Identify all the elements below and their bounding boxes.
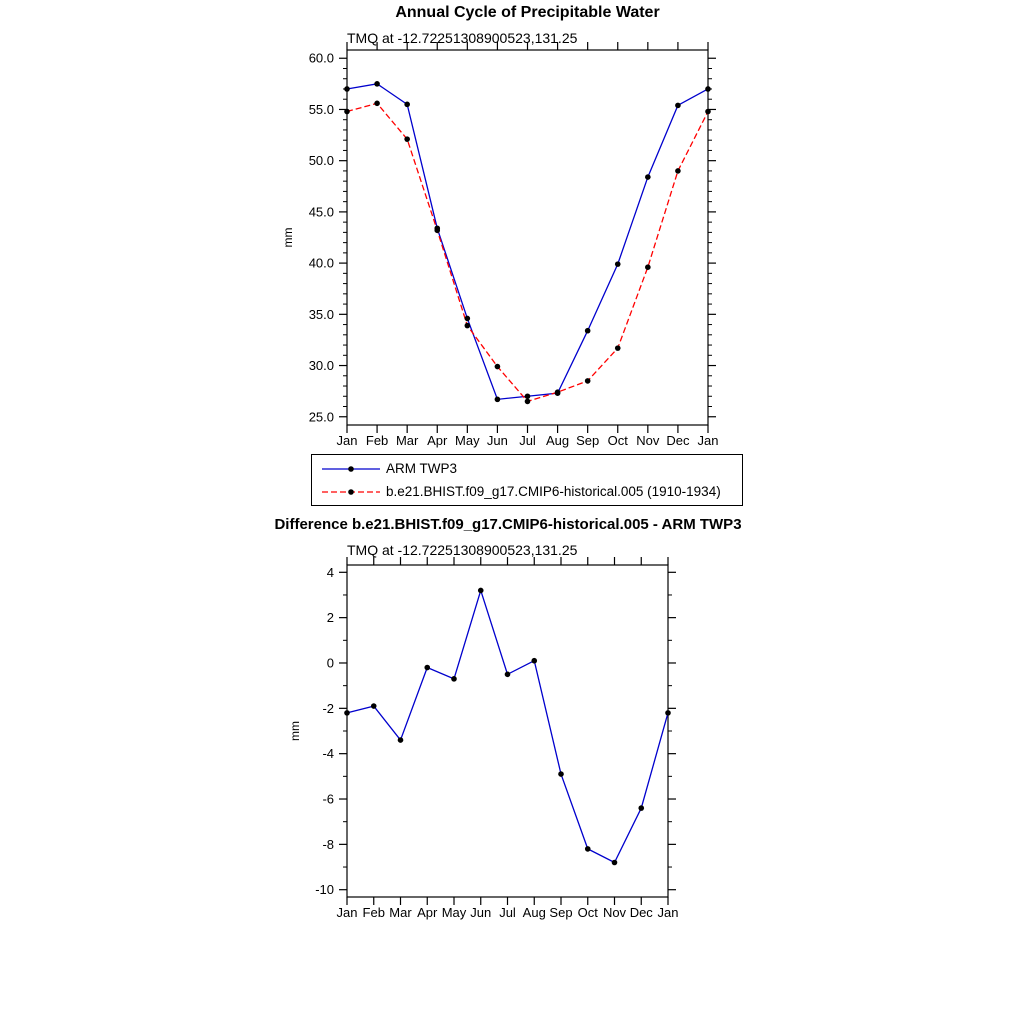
data-point-marker: [465, 323, 471, 329]
x-tick-label: Nov: [602, 905, 627, 920]
plot-frame: [347, 50, 708, 425]
legend-sample-marker: [348, 489, 354, 495]
x-tick-label: Oct: [577, 905, 598, 920]
y-tick-label: 25.0: [308, 409, 334, 425]
annual-cycle-subtitle: TMQ at -12.72251308900523,131.25: [347, 30, 578, 46]
difference-subtitle: TMQ at -12.72251308900523,131.25: [347, 542, 578, 558]
data-point-marker: [344, 86, 350, 92]
data-point-marker: [398, 737, 404, 743]
data-point-marker: [424, 665, 430, 671]
difference-chart: [0, 555, 1024, 930]
data-point-marker: [495, 397, 501, 403]
data-point-marker: [638, 805, 644, 811]
data-point-marker: [558, 771, 564, 777]
data-point-marker: [585, 328, 591, 334]
x-tick-label: Sep: [576, 433, 600, 448]
x-tick-label: Jun: [470, 905, 492, 920]
y-tick-label: -10: [315, 882, 334, 898]
x-tick-label: Dec: [666, 433, 690, 448]
y-tick-label: 0: [326, 655, 334, 671]
x-tick-label: May: [455, 433, 480, 448]
data-point-marker: [675, 168, 681, 174]
data-point-marker: [344, 109, 350, 115]
legend-line-sample-model: [320, 486, 382, 498]
y-tick-label: 2: [326, 610, 334, 626]
data-point-marker: [705, 109, 711, 115]
x-tick-label: Apr: [427, 433, 448, 448]
data-point-marker: [404, 102, 410, 108]
annual-cycle-chart: [0, 0, 1024, 450]
y-tick-label: 40.0: [308, 255, 334, 271]
x-tick-label: Jun: [486, 433, 508, 448]
x-tick-label: Feb: [362, 905, 385, 920]
difference-title: Difference b.e21.BHIST.f09_g17.CMIP6-historical.005 - ARM TWP3: [274, 516, 742, 533]
x-tick-label: Nov: [636, 433, 660, 448]
x-tick-label: Jan: [657, 905, 679, 920]
x-tick-label: Sep: [549, 905, 573, 920]
x-tick-label: Dec: [629, 905, 653, 920]
data-point-marker: [585, 378, 591, 384]
x-tick-label: May: [441, 905, 467, 920]
legend-sample-marker: [348, 466, 354, 472]
y-axis-label: mm: [281, 227, 295, 248]
data-point-marker: [525, 393, 531, 399]
legend-entry-obs: [312, 457, 742, 480]
x-tick-label: Aug: [522, 905, 546, 920]
x-tick-label: Jan: [336, 905, 358, 920]
data-point-marker: [478, 588, 484, 594]
data-point-marker: [615, 261, 621, 267]
annual-cycle-title: Annual Cycle of Precipitable Water: [395, 4, 660, 21]
data-point-marker: [374, 81, 380, 87]
x-tick-label: Jul: [499, 905, 516, 920]
data-point-marker: [505, 672, 511, 678]
data-point-marker: [555, 389, 561, 395]
y-tick-label: 55.0: [308, 101, 334, 117]
data-point-marker: [344, 710, 350, 716]
y-tick-label: -8: [322, 836, 334, 852]
y-axis-label: mm: [288, 721, 302, 741]
y-tick-label: 35.0: [308, 306, 334, 322]
data-point-marker: [374, 101, 380, 107]
y-tick-label: 50.0: [308, 153, 334, 169]
data-point-marker: [465, 316, 471, 322]
x-tick-label: Jan: [336, 433, 358, 448]
y-tick-label: 60.0: [308, 50, 334, 66]
series-line-1: [347, 103, 708, 401]
y-tick-label: 30.0: [308, 358, 334, 374]
y-tick-label: 4: [326, 564, 334, 580]
y-tick-label: -4: [322, 746, 334, 762]
legend-line-sample-obs: [320, 463, 382, 475]
data-point-marker: [585, 846, 591, 852]
plot-frame: [347, 565, 668, 897]
data-point-marker: [615, 345, 621, 351]
data-point-marker: [371, 703, 377, 709]
x-tick-label: Feb: [365, 433, 389, 448]
data-point-marker: [495, 364, 501, 370]
x-tick-label: Mar: [389, 905, 412, 920]
data-point-marker: [705, 86, 711, 92]
series-line-0: [347, 590, 668, 862]
data-point-marker: [645, 174, 651, 180]
x-tick-label: Apr: [417, 905, 438, 920]
legend-label-obs: ARM TWP3: [386, 461, 458, 476]
data-point-marker: [612, 860, 618, 866]
legend: [311, 454, 743, 506]
data-point-marker: [645, 264, 651, 270]
x-tick-label: Jul: [519, 433, 536, 448]
x-tick-label: Jan: [697, 433, 719, 448]
data-point-marker: [531, 658, 537, 664]
y-tick-label: -6: [322, 791, 334, 807]
x-tick-label: Aug: [546, 433, 570, 448]
data-point-marker: [434, 228, 440, 234]
data-point-marker: [404, 136, 410, 142]
data-point-marker: [665, 710, 671, 716]
x-tick-label: Oct: [607, 433, 628, 448]
data-point-marker: [451, 676, 457, 682]
y-tick-label: 45.0: [308, 204, 334, 220]
y-tick-label: -2: [322, 700, 334, 716]
x-tick-label: Mar: [395, 433, 419, 448]
legend-label-model: b.e21.BHIST.f09_g17.CMIP6-historical.005 (1910-1934): [386, 484, 721, 499]
data-point-marker: [675, 103, 681, 109]
legend-entry-model: [312, 480, 742, 503]
data-point-marker: [525, 399, 531, 405]
